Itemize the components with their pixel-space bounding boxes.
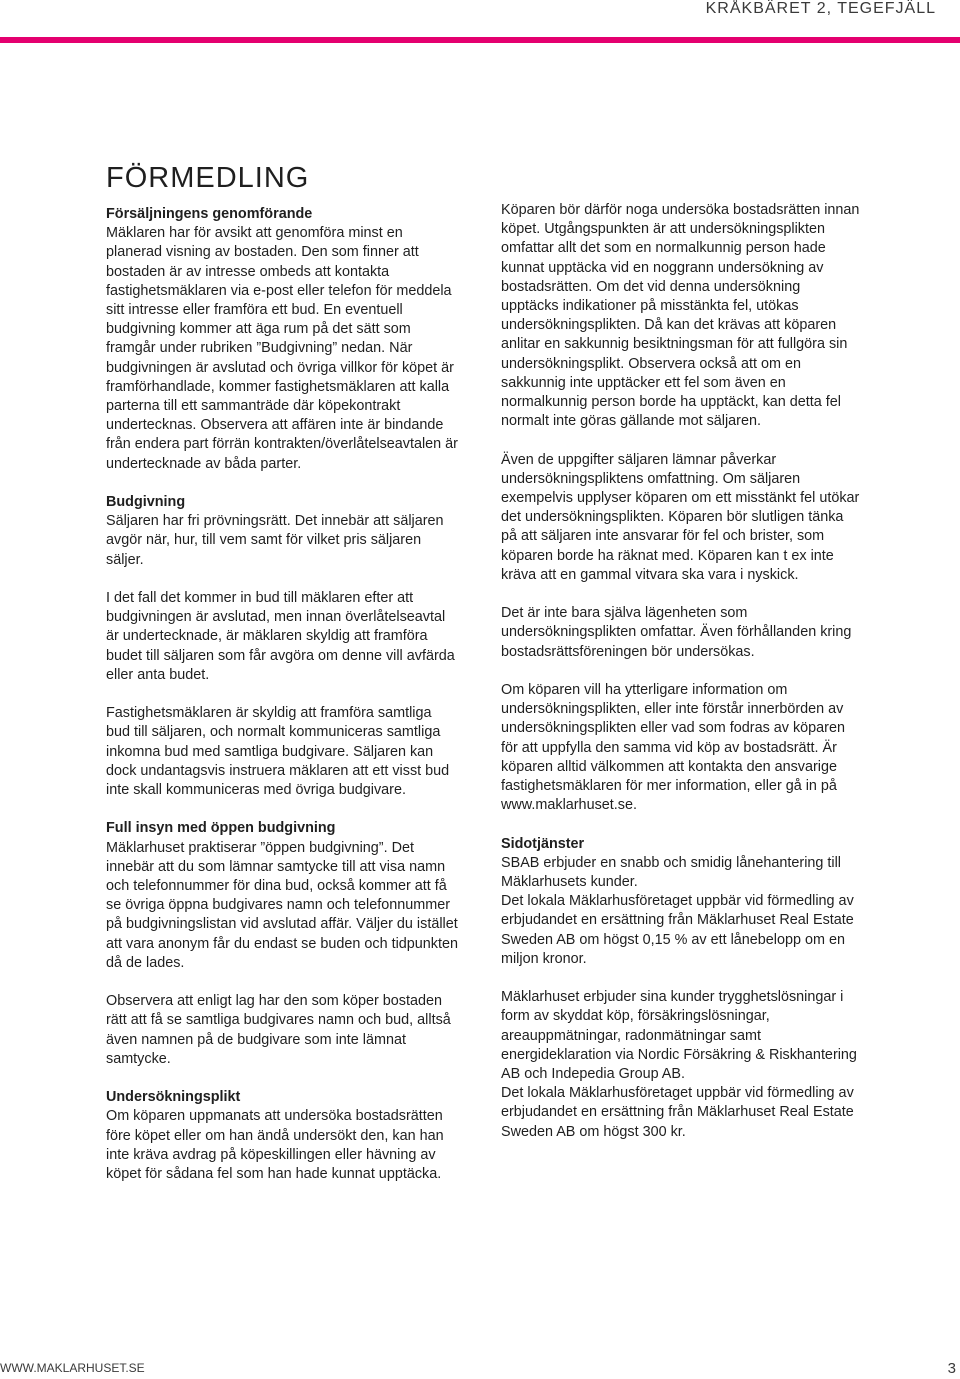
document-header-label: KRÅKBÄRET 2, TEGEFJÄLL [705, 0, 936, 17]
heading-sidotjanster: Sidotjänster [501, 835, 585, 852]
heading-budgivning: Budgivning [106, 494, 186, 511]
paragraph-undersokningsplikt: Om köparen uppmanats att undersöka bostadsrätten före köpet eller om han ändå undersökt den, kan han inte kräva avdrag på köpeskillingen eller hävning av köpet för sådana fel som han hade kunnat upptäcka. [106, 1108, 444, 1183]
section-title: FÖRMEDLING [106, 162, 310, 194]
paragraph-oppen-budgivning: Mäklarhuset praktiserar ”öppen budgivning”. Det innebär att du som lämnar samtycke till att visa namn och telefonnummer för dina bud, också kommer att få se övriga öppna budgivares namn och telefonnummer på budgivningslistan vid avslutad affär. Väljer du istället att vara anonym får du endast se buden och tidpunkten då de lades. [106, 839, 459, 971]
paragraph-trygghetslosningar: Mäklarhuset erbjuder sina kunder trygghetslösningar i form av skyddat köp, försäkringslösningar, areauppmätningar, radonmätningar samt energideklaration via Nordic Försäkring & Riskhantering AB och Indepedia Group AB. [501, 989, 857, 1083]
header-accent-bar [0, 37, 960, 43]
paragraph-uppgifter-saljaren: Även de uppgifter säljaren lämnar påverkar undersökningspliktens omfattning. Om säljaren exempelvis upplyser köparen om ett misstänkt fel utökar det undersökningsplikten. Köparen bör slutligen tänka på att säljaren inte ansvarar för fel och brister, som köparen borde ha räknat med. Köparen kan t ex inte kräva att en gammal vitvara ska vara i nyskick. [501, 451, 860, 583]
right-column [501, 201, 861, 1142]
paragraph-ersattning-tjanster: Det lokala Mäklarhusföretaget uppbär vid förmedling av erbjudandet en ersättning från Mäklarhuset Real Estate Sweden AB om högst 300 kr. [501, 1085, 854, 1140]
paragraph-lag-budgivare: Observera att enligt lag har den som köper bostaden rätt att få se samtliga budgivares namn och bud, alltså även namnen på de budgivare som inte lämnat samtycke. [106, 993, 451, 1067]
paragraph-framfora-bud: Fastighetsmäklaren är skyldig att framföra samtliga bud till säljaren, och normalt kommuniceras samtliga inkomna bud med samtliga budgivare. Säljaren kan dock undantagsvis instruera mäklaren att ett visst bud inte skall kommuniceras med övriga budgivare. [106, 705, 450, 799]
page-number: 3 [947, 1360, 956, 1377]
paragraph-sbab: SBAB erbjuder en snabb och smidig lånehantering till Mäklarhusets kunder. [501, 854, 841, 891]
left-column [106, 205, 458, 1184]
paragraph-undersok-bostad: Köparen bör därför noga undersöka bostadsrätten innan köpet. Utgångspunkten är att undersökningsplikten omfattar allt det som en normalkunnig person hade kunnat upptäcka vid en noggrann undersökning av bostadsrätten. Om det vid denna undersökning upptäcks indikationer på misstänkta fel, utökas undersökningsplikten. Då kan det krävas att köparen anlitar en sakkunnig besiktningsman för att fullgöra sin undersökningsplikt. Observera också att om en sakkunnig inte upptäcker ett fel som även en normalkunnig person borde ha upptäckt, kan detta fel normalt inte göras gällande mot säljaren. [501, 202, 860, 430]
paragraph-ytterligare-information: Om köparen vill ha ytterligare information om undersökningsplikten, eller inte förstår innerbörden av undersökningsplikten eller vad som fodras av köparen för att uppfylla den samma vid köp av bostadsrätt. Är köparen alltid välkommen att kontakta den ansvarige fastighetsmäklaren för mer information, eller gå in på www.maklarhuset.se. [501, 682, 845, 814]
heading-forsaljning: Försäljningens genomförande [106, 206, 313, 222]
paragraph-bud-efter-avslut: I det fall det kommer in bud till mäklaren efter att budgivningen är avslutad, men innan överlåtelseavtal är undertecknade, är mäklaren skyldig att framföra budet till säljaren som får avgöra om denne vill avfärda eller anta budet. [106, 590, 455, 683]
footer-website: WWW.MAKLARHUSET.SE [0, 1361, 145, 1375]
paragraph-ersattning-lan: Det lokala Mäklarhusföretaget uppbär vid förmedling av erbjudandet en ersättning från Mäklarhuset Real Estate Sweden AB om högst 0,15 % av ett lånebelopp om en miljon kronor. [501, 893, 854, 967]
heading-undersokningsplikt: Undersökningsplikt [106, 1089, 241, 1106]
paragraph-budgivning: Säljaren har fri prövningsrätt. Det innebär att säljaren avgör när, hur, till vem samt för vilket pris säljaren säljer. [106, 513, 444, 568]
heading-oppen-budgivning: Full insyn med öppen budgivning [106, 820, 336, 837]
paragraph-inte-bara-lagenheten: Det är inte bara själva lägenheten som undersökningsplikten omfattar. Även förhållanden kring bostadsrättsföreningen bör undersökas. [501, 605, 852, 660]
paragraph-forsaljning: Mäklaren har för avsikt att genomföra minst en planerad visning av bostaden. Den som finner att bostaden är av intresse ombeds att kontakta fastighetsmäklaren via e-post eller telefon för meddela sitt intresse eller framföra ett bud. En eventuell budgivning kommer att äga rum på det sätt som framgår under rubriken ”Budgivning” nedan. När budgivningen är avslutad och övriga villkor för köpet är framförhandlade, kommer fastighetsmäklaren att kalla parterna till ett sammanträde där köpekontrakt undertecknas. Observera att affären inte är bindande från endera part förrän kontrakten/överlåtelseavtalen är undertecknade av båda parter. [106, 225, 458, 472]
